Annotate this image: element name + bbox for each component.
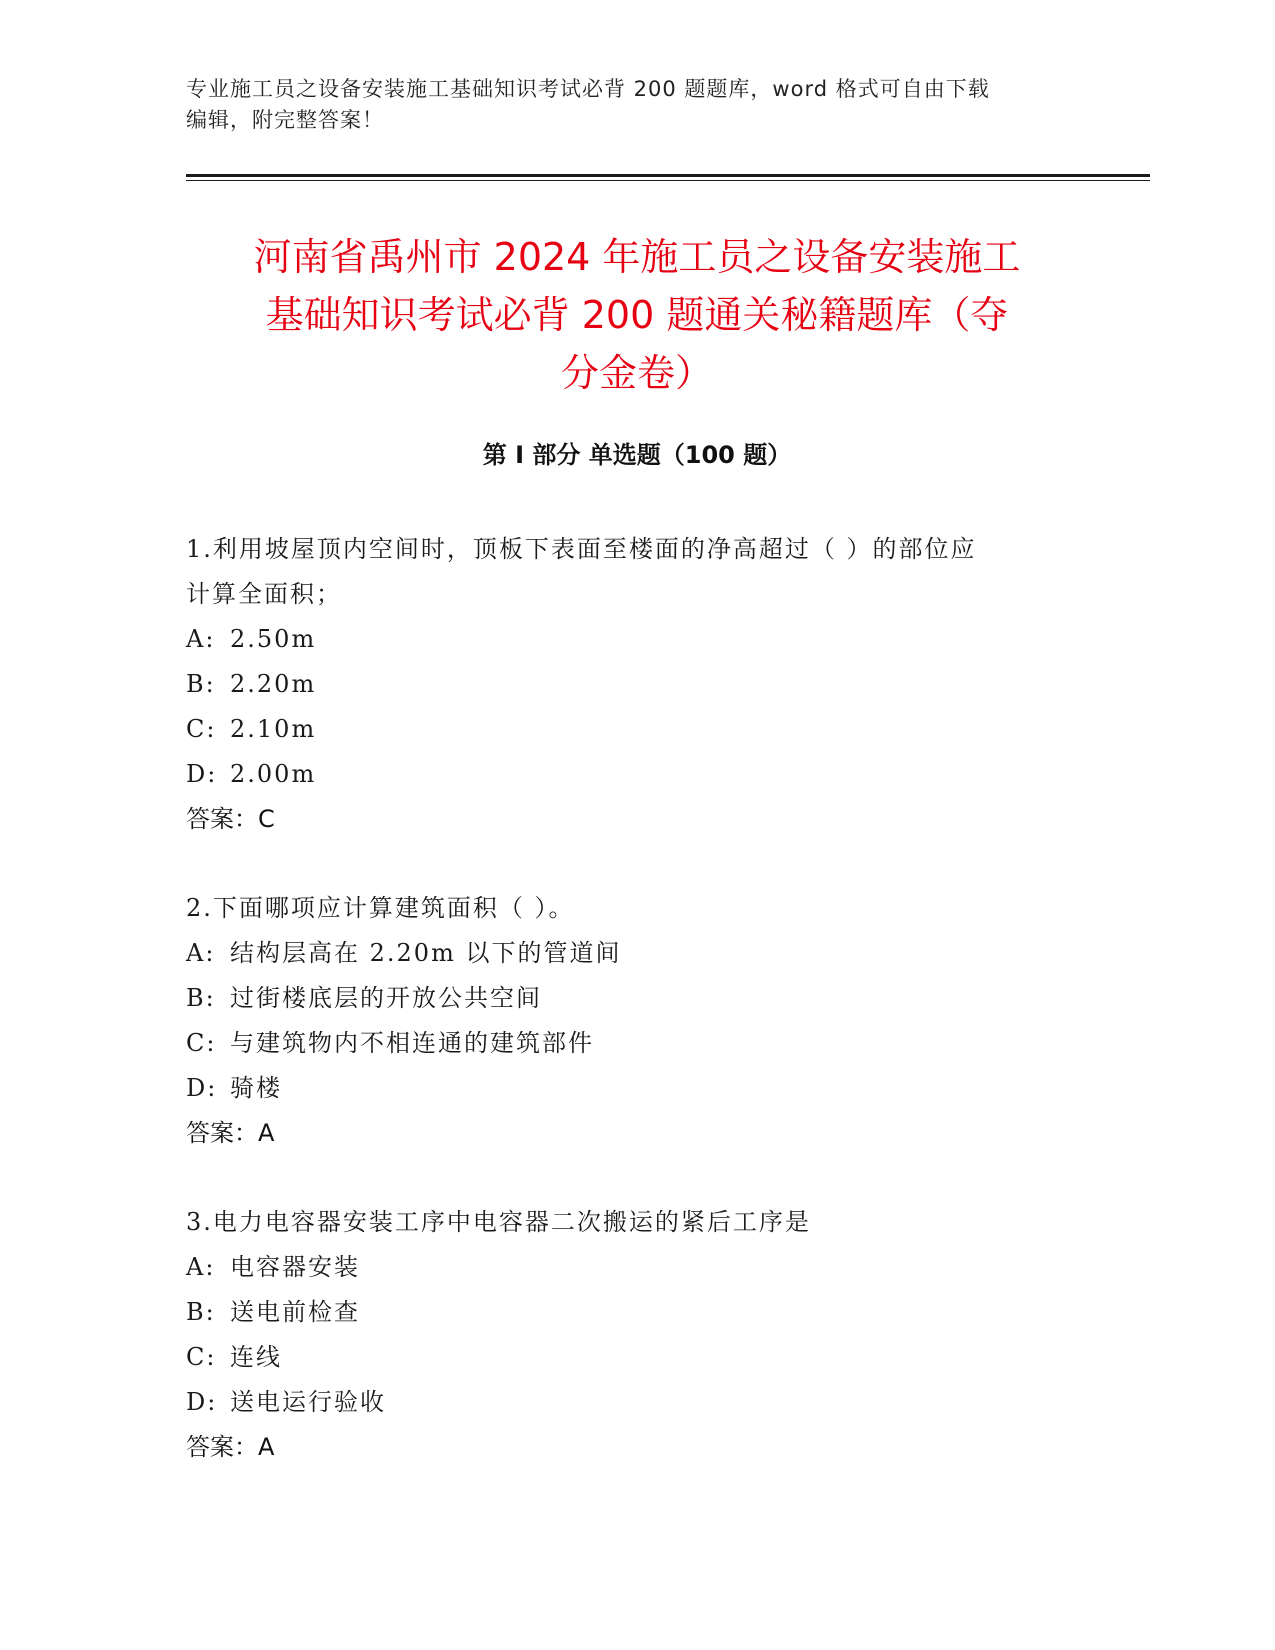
option-label: D: (186, 760, 218, 788)
question-3 (186, 1200, 1086, 1470)
option-text: 过街楼底层的开放公共空间 (230, 984, 542, 1012)
option-label: C: (186, 1029, 217, 1057)
option-label: D: (186, 1074, 218, 1102)
header-divider-thick (186, 174, 1150, 177)
option-label: A: (186, 625, 216, 653)
question-stem (186, 527, 1086, 617)
option-label: B: (186, 1298, 216, 1326)
question-1 (186, 527, 1086, 842)
option-d (186, 1380, 1086, 1425)
option-text: 结构层高在 2.20m 以下的管道间 (230, 939, 622, 967)
option-text: 骑楼 (230, 1074, 282, 1102)
option-label: A: (186, 1253, 216, 1281)
answer: 答案：A (186, 1119, 275, 1147)
option-label: C: (186, 1343, 217, 1371)
option-text: 连线 (230, 1343, 282, 1371)
question-stem-line: 计算全面积； (186, 580, 342, 608)
question-2 (186, 886, 1086, 1156)
option-d (186, 752, 1086, 797)
document-title-line-2: 基础知识考试必背 200 题通关秘籍题库（夺 (265, 293, 1009, 337)
option-label: A: (186, 939, 216, 967)
header-note (186, 74, 1086, 136)
option-b (186, 1290, 1086, 1335)
question-stem (186, 886, 1086, 931)
answer: 答案：A (186, 1433, 275, 1461)
document-title (186, 228, 1088, 402)
option-label: C: (186, 715, 217, 743)
option-text: 2.00m (230, 760, 317, 788)
option-text: 2.50m (230, 625, 317, 653)
option-text: 2.20m (230, 670, 317, 698)
header-divider-thin (186, 180, 1150, 181)
option-d (186, 1066, 1086, 1111)
option-text: 送电运行验收 (230, 1388, 386, 1416)
option-text: 电容器安装 (230, 1253, 360, 1281)
question-list (186, 527, 1086, 1514)
header-note-line-1: 专业施工员之设备安装施工基础知识考试必背 200 题题库，word 格式可自由下载 (186, 77, 990, 101)
option-b (186, 662, 1086, 707)
document-title-line-1: 河南省禹州市 2024 年施工员之设备安装施工 (253, 235, 1021, 279)
question-stem-line: 3.电力电容器安装工序中电容器二次搬运的紧后工序是 (186, 1208, 811, 1236)
option-label: B: (186, 670, 216, 698)
option-c (186, 1335, 1086, 1380)
header-note-line-2: 编辑，附完整答案！ (186, 108, 384, 132)
option-text: 2.10m (230, 715, 317, 743)
option-c (186, 1021, 1086, 1066)
answer: 答案：C (186, 805, 275, 833)
option-text: 与建筑物内不相连通的建筑部件 (230, 1029, 594, 1057)
question-stem-line: 1.利用坡屋顶内空间时，顶板下表面至楼面的净高超过（ ）的部位应 (186, 535, 977, 563)
document-title-line-3: 分金卷） (560, 351, 713, 395)
option-a (186, 1245, 1086, 1290)
question-stem-line: 2.下面哪项应计算建筑面积（ ）。 (186, 894, 575, 922)
section-title: 第 I 部分 单选题（100 题） (482, 441, 792, 469)
option-b (186, 976, 1086, 1021)
option-label: D: (186, 1388, 218, 1416)
option-a (186, 931, 1086, 976)
question-stem (186, 1200, 1086, 1245)
option-text: 送电前检查 (230, 1298, 360, 1326)
option-a (186, 617, 1086, 662)
option-label: B: (186, 984, 216, 1012)
option-c (186, 707, 1086, 752)
